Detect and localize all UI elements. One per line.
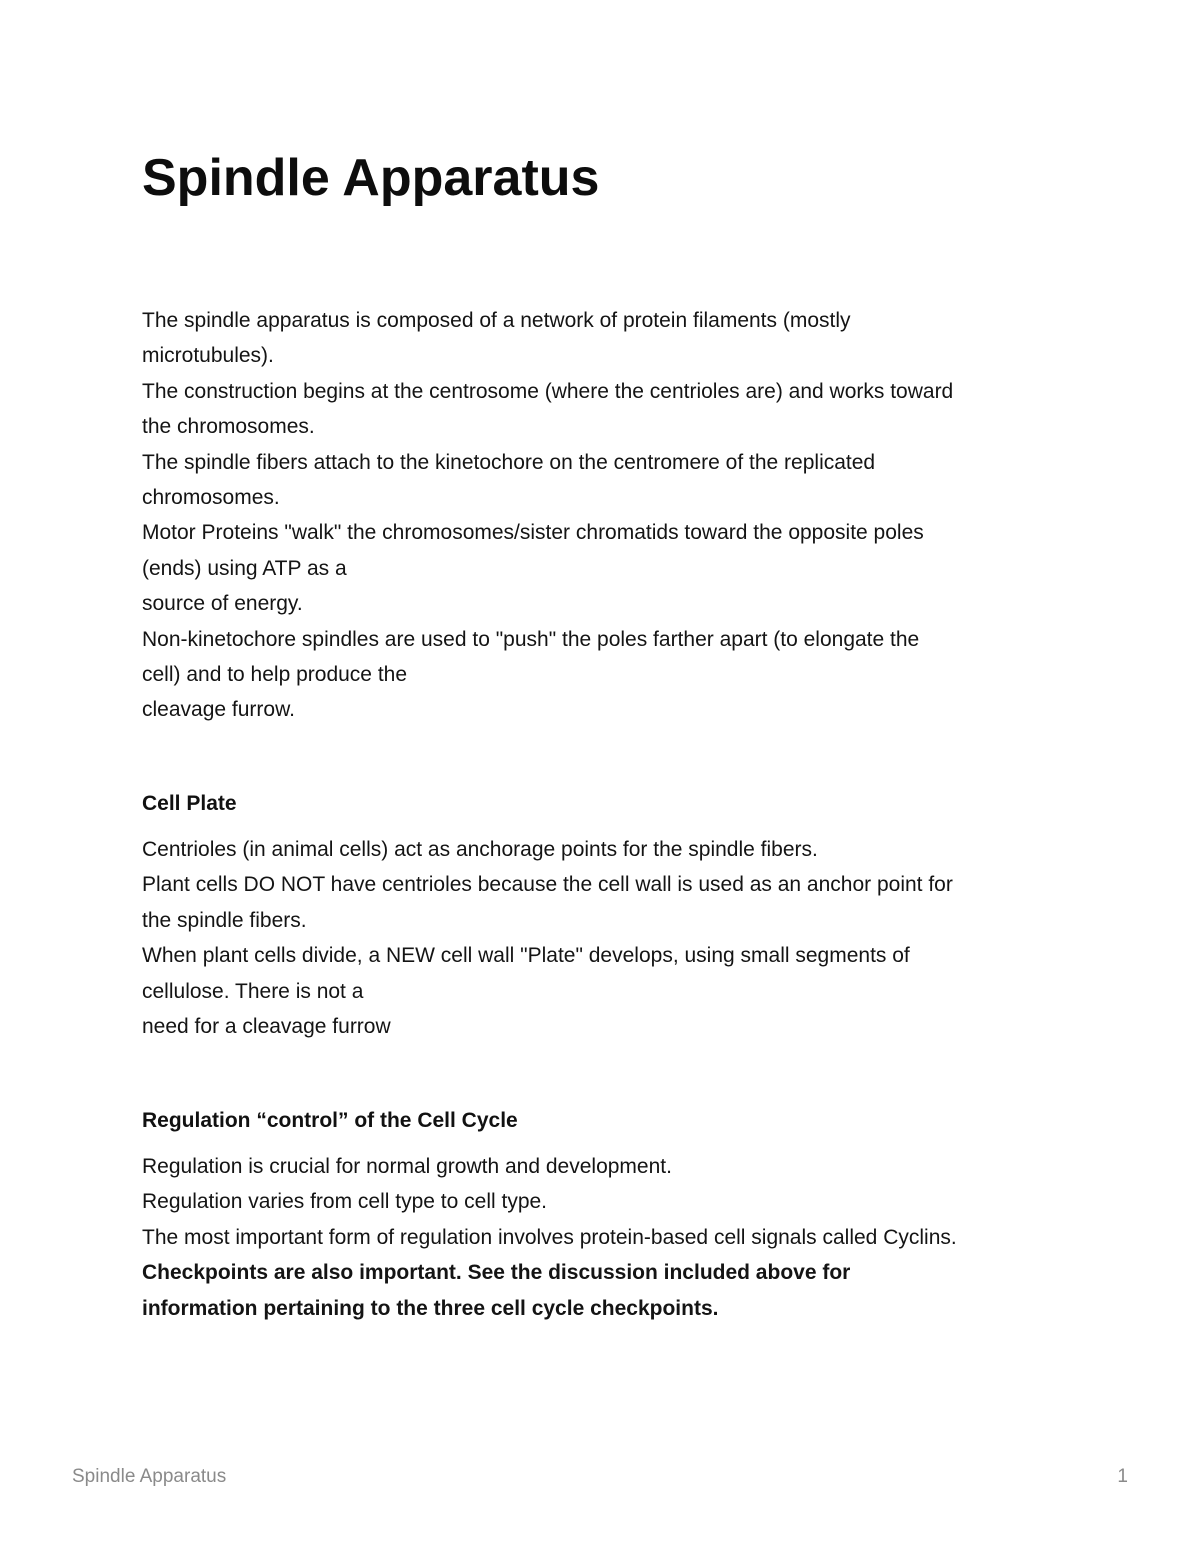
intro-line: source of energy.	[142, 592, 303, 616]
intro-line: The construction begins at the centrosome (where the centrioles are) and works toward	[142, 379, 954, 403]
intro-line: cell) and to help produce the	[142, 663, 408, 687]
regulation-bold-line: information pertaining to the three cell cycle checkpoints.	[142, 1296, 719, 1320]
regulation-line: Regulation is crucial for normal growth and development.	[142, 1155, 672, 1178]
intro-line: chromosomes.	[142, 486, 280, 510]
regulation-bold-line: Checkpoints are also important. See the discussion included above for	[142, 1261, 851, 1285]
intro-line: (ends) using ATP as a	[142, 556, 347, 580]
section-heading: Regulation “control” of the Cell Cycle	[142, 1109, 518, 1132]
cell-plate-line: the spindle fibers.	[142, 908, 307, 932]
section-heading: Cell Plate	[142, 792, 237, 815]
intro-line: microtubules).	[142, 344, 274, 368]
intro-line: the chromosomes.	[142, 415, 315, 439]
intro-line: Non-kinetochore spindles are used to "push" the poles farther apart (to elongate the	[142, 627, 920, 651]
cell-plate-section-body	[142, 832, 1072, 1044]
footer-document-name: Spindle Apparatus	[72, 1466, 227, 1487]
intro-line: cleavage furrow.	[142, 698, 295, 722]
intro-paragraphs	[142, 303, 1072, 728]
footer-page-number: 1	[1117, 1466, 1128, 1487]
cell-plate-section-heading	[142, 786, 1072, 821]
cell-plate-line: Plant cells DO NOT have centrioles because the cell wall is used as an anchor point for	[142, 873, 953, 897]
regulation-section-heading	[142, 1103, 1072, 1138]
intro-line: Motor Proteins "walk" the chromosomes/sister chromatids toward the opposite poles	[142, 521, 924, 545]
regulation-line: The most important form of regulation involves protein-based cell signals called Cyclins.	[142, 1225, 957, 1249]
cell-plate-line: need for a cleavage furrow	[142, 1015, 391, 1039]
regulation-section-body	[142, 1149, 1072, 1326]
cell-plate-line: Centrioles (in animal cells) act as anchorage points for the spindle fibers.	[142, 838, 818, 861]
intro-line: The spindle apparatus is composed of a network of protein filaments (mostly	[142, 309, 851, 332]
cell-plate-line: cellulose. There is not a	[142, 979, 364, 1003]
regulation-line: Regulation varies from cell type to cell type.	[142, 1190, 548, 1214]
document-title: Spindle Apparatus	[142, 149, 600, 207]
intro-line: The spindle fibers attach to the kinetochore on the centromere of the replicated	[142, 450, 876, 474]
cell-plate-line: When plant cells divide, a NEW cell wall "Plate" develops, using small segments of	[142, 944, 910, 968]
